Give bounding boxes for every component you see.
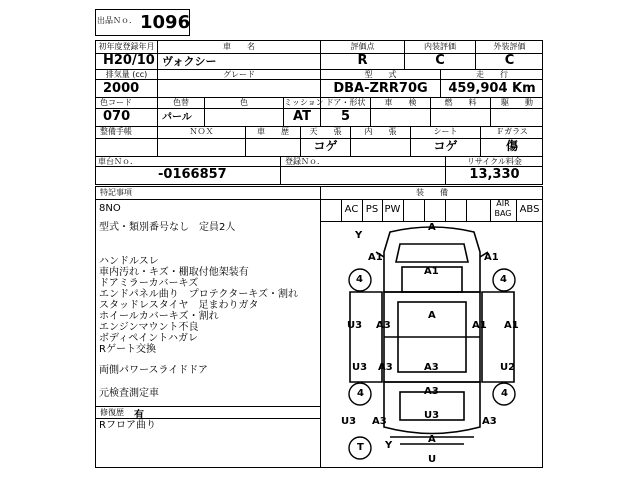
damage-mark: A3 xyxy=(424,386,439,397)
note-line: エンジンマウント不良 xyxy=(99,322,199,333)
interior-value: C xyxy=(435,53,445,68)
damage-mark: A3 xyxy=(482,416,497,427)
model-name-value: ヴォクシー xyxy=(162,55,217,68)
damage-mark: U xyxy=(428,454,437,465)
damage-mark: U3 xyxy=(341,416,357,427)
glass-label: Ｆガラス xyxy=(496,127,528,136)
recycle-label: リサイクル料金 xyxy=(467,157,522,166)
glass-value: 傷 xyxy=(505,139,518,153)
repair-note: Rフロア曲り xyxy=(99,420,156,431)
color-label: 色 xyxy=(240,98,248,107)
damage-mark: A3 xyxy=(376,320,391,331)
registration-label: 登録Ｎｏ． xyxy=(285,157,325,166)
damage-mark: A1 xyxy=(424,266,439,277)
displacement-value: 2000 xyxy=(103,81,140,96)
damage-mark: A1 xyxy=(472,320,487,331)
seat-value: コゲ xyxy=(433,139,458,153)
damage-mark: A xyxy=(428,434,436,445)
equipment-ac: AC xyxy=(344,204,359,215)
model-type-value: DBA-ZRR70G xyxy=(333,81,428,96)
damage-mark: U2 xyxy=(500,362,516,373)
model-name-label: 車 名 xyxy=(223,42,255,51)
interior-cond-label: 内 張 xyxy=(364,127,397,136)
mileage-label: 走 行 xyxy=(476,70,508,79)
note-line: 型式・類別番号なし 定員2人 xyxy=(99,222,236,233)
repair-label: 修復歴 xyxy=(100,408,124,417)
mileage-value: 459,904 Km xyxy=(448,81,536,96)
equipment-ps: PS xyxy=(365,204,379,215)
score-label: 評価点 xyxy=(350,42,375,51)
damage-mark: 4 xyxy=(356,274,363,285)
car-diagram xyxy=(320,222,543,468)
note-line: ハンドルスレ xyxy=(99,256,159,267)
note-line: スタッドレスタイヤ 足まわりガタ xyxy=(99,300,259,311)
repair-value: 有 xyxy=(134,410,144,421)
equipment-label: 装 備 xyxy=(416,188,448,197)
note-line: ホイールカバーキズ・割れ xyxy=(99,311,219,322)
damage-mark: A1 xyxy=(484,252,499,263)
first-reg-label: 初年度登録年月 xyxy=(98,42,155,51)
damage-mark: A xyxy=(428,310,436,321)
chassis-label: 車台Ｎｏ． xyxy=(98,157,138,166)
note-line: ボディペイントハガレ xyxy=(99,333,198,344)
damage-mark: A1 xyxy=(368,252,383,263)
note-line: 両側パワースライドドア xyxy=(99,365,208,376)
damage-mark: U3 xyxy=(352,362,368,373)
note-line: 元検査測定車 xyxy=(99,388,159,399)
lot-number-value: 1096 xyxy=(140,12,191,33)
damage-mark: U3 xyxy=(347,320,363,331)
note-line: 8NO xyxy=(99,203,121,214)
note-line: ドアミラーカバーキズ xyxy=(99,278,199,289)
color-value: パール xyxy=(162,112,192,123)
exterior-label: 外装評価 xyxy=(493,42,526,51)
history-label: 車 歴 xyxy=(257,127,289,136)
damage-mark: A xyxy=(428,222,436,233)
color-code-value: 070 xyxy=(103,109,131,124)
equipment-pw: PW xyxy=(384,204,401,215)
damage-mark: Y xyxy=(355,230,363,241)
damage-mark: A3 xyxy=(378,362,393,373)
color-code-label: 色コード xyxy=(100,98,132,107)
lot-number-label: 出品Ｎｏ． xyxy=(97,16,137,25)
ceiling-label: 天 張 xyxy=(309,127,342,136)
score-value: R xyxy=(357,53,368,68)
damage-mark: U3 xyxy=(424,410,440,421)
note-line: 車内汚れ・キズ・棚取付他架装有 xyxy=(99,267,249,278)
mission-value: AT xyxy=(293,109,311,124)
manual-label: 整備手帳 xyxy=(100,127,132,136)
exterior-value: C xyxy=(504,53,515,68)
damage-mark: Y xyxy=(385,440,393,451)
damage-mark: 4 xyxy=(501,388,508,399)
equipment-abs: ABS xyxy=(519,204,540,215)
damage-mark: A3 xyxy=(424,362,439,373)
color-kind-label: 色替 xyxy=(173,98,189,107)
damage-mark: T xyxy=(357,442,364,453)
mission-label: ミッション xyxy=(284,98,324,107)
seat-label: シート xyxy=(433,127,458,136)
doors-label: ドア・形状 xyxy=(325,98,366,107)
nox-label: ＮＯＸ xyxy=(189,127,214,136)
displacement-label: 排気量 (cc) xyxy=(105,70,148,79)
equipment-grid xyxy=(320,199,543,221)
chassis-value: -0166857 xyxy=(158,167,227,182)
note-line: エンドパネル曲り プロテクターキズ・割れ xyxy=(99,289,298,300)
damage-mark: 4 xyxy=(357,388,364,399)
damage-mark: A1 xyxy=(504,320,519,331)
notes-label: 特記事項 xyxy=(100,188,132,197)
model-type-label: 型 式 xyxy=(364,70,397,79)
recycle-value: 13,330 xyxy=(469,167,520,182)
ceiling-value: コゲ xyxy=(313,139,338,153)
interior-label: 内装評価 xyxy=(424,42,456,51)
drive-label: 駆 動 xyxy=(501,98,533,107)
damage-mark: 4 xyxy=(500,274,507,285)
first-reg-value: H20/10 xyxy=(103,53,155,68)
note-line: Rゲート交換 xyxy=(99,344,156,355)
fuel-label: 燃 料 xyxy=(444,98,477,107)
equipment-airbag: AIR BAG xyxy=(494,199,512,218)
doors-value: 5 xyxy=(340,109,351,124)
vehicle-label: 車 検 xyxy=(384,98,417,107)
grade-label: グレード xyxy=(223,70,255,79)
damage-mark: A3 xyxy=(372,416,387,427)
